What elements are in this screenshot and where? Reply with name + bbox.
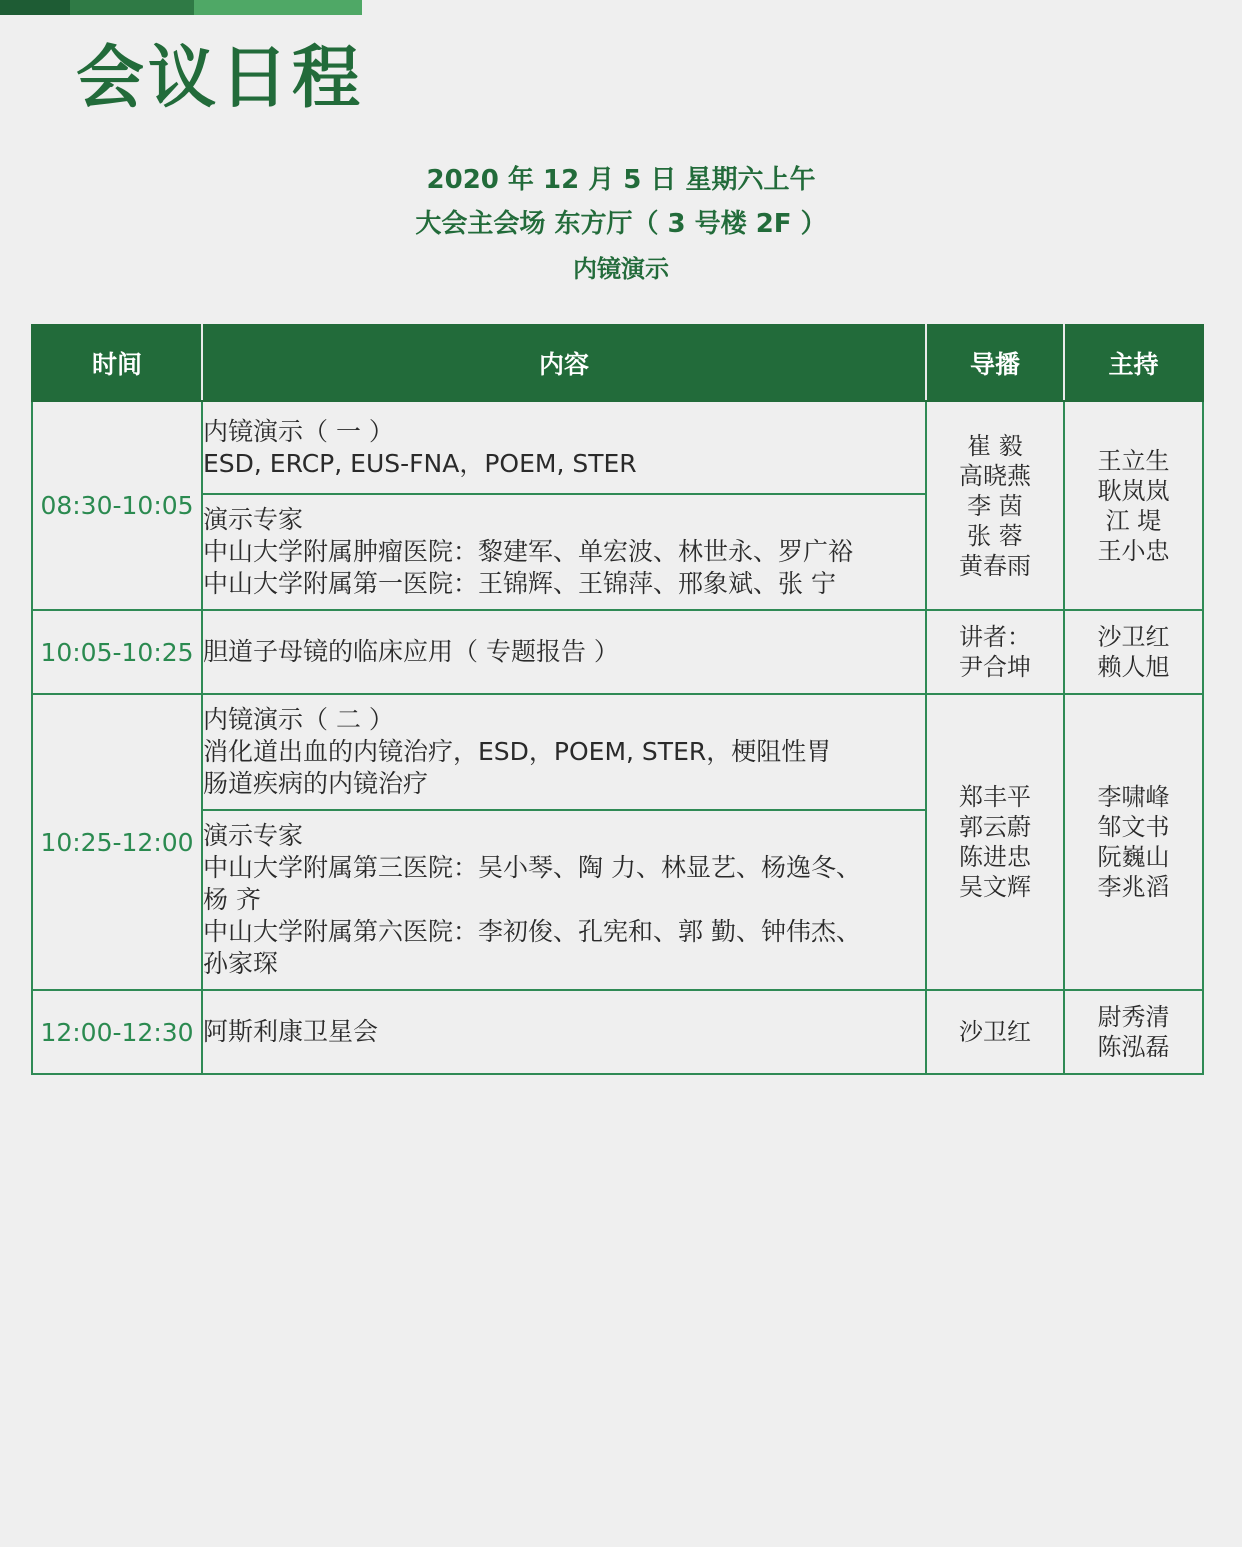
content-line: 中山大学附属肿瘤医院：黎建军、单宏波、林世永、罗广裕	[203, 537, 854, 566]
guide-name: 李 茵	[967, 491, 1023, 520]
host-cell	[1064, 694, 1203, 990]
top-bar-segment-light	[194, 0, 362, 15]
host-cell	[1064, 401, 1203, 610]
table-header-row	[32, 325, 1203, 401]
venue-line: 大会主会场 东方厅（ 3 号楼 2F ）	[415, 209, 827, 239]
content-line: 孙家琛	[203, 949, 279, 978]
guide-cell	[926, 694, 1064, 990]
host-name: 邹文书	[1097, 813, 1170, 841]
guide-name: 崔 毅	[967, 431, 1023, 460]
header-time: 时间	[32, 325, 202, 401]
content-cell	[202, 694, 926, 810]
content-line: 内镜演示（ 一 ）	[203, 416, 394, 446]
guide-cell	[926, 990, 1064, 1074]
host-name: 江 堤	[1105, 506, 1162, 535]
guide-name: 郭云蔚	[959, 813, 1031, 841]
content-line: 肠道疾病的内镜治疗	[203, 769, 429, 798]
host-name: 沙卫红	[1097, 623, 1170, 651]
host-name: 李兆滔	[1097, 873, 1170, 901]
content-cell	[202, 401, 926, 494]
host-name: 耿岚岚	[1097, 476, 1170, 505]
content-line: 消化道出血的内镜治疗，ESD，POEM, STER，梗阻性胃	[203, 737, 832, 766]
table-row	[32, 610, 1203, 694]
table-row	[32, 694, 1203, 810]
content-line: 阿斯利康卫星会	[203, 1017, 379, 1046]
content-line: 杨 齐	[203, 885, 261, 914]
content-line: 演示专家	[203, 821, 304, 850]
content-cell	[202, 610, 926, 694]
guide-name: 高晓燕	[959, 461, 1031, 490]
content-cell	[202, 810, 926, 990]
content-line: 演示专家	[203, 505, 304, 534]
host-name: 王小忠	[1097, 536, 1170, 565]
host-name: 阮巍山	[1097, 843, 1170, 871]
guide-name: 讲者：	[959, 623, 1031, 651]
agenda-table	[31, 324, 1204, 1075]
host-name: 陈泓磊	[1097, 1033, 1170, 1061]
host-cell	[1064, 610, 1203, 694]
time-cell: 10:25-12:00	[32, 694, 202, 990]
guide-name: 尹合坤	[959, 653, 1031, 681]
content-cell	[202, 990, 926, 1074]
content-line: 内镜演示（ 二 ）	[203, 705, 394, 734]
time-cell: 12:00-12:30	[32, 990, 202, 1074]
time-cell: 10:05-10:25	[32, 610, 202, 694]
guide-name: 沙卫红	[959, 1018, 1031, 1046]
guide-cell	[926, 610, 1064, 694]
guide-name: 黄春雨	[959, 551, 1031, 580]
host-name: 赖人旭	[1097, 653, 1170, 681]
top-bar-segment-dark	[0, 0, 70, 15]
time-cell: 08:30-10:05	[32, 401, 202, 610]
guide-name: 吴文辉	[959, 873, 1031, 901]
host-cell	[1064, 990, 1203, 1074]
top-bar-segment-mid	[70, 0, 194, 15]
table-row	[32, 401, 1203, 494]
content-cell	[202, 494, 926, 610]
session-line: 内镜演示	[573, 255, 669, 283]
guide-name: 陈进忠	[959, 843, 1031, 871]
header-content: 内容	[202, 325, 926, 401]
top-color-bar	[0, 0, 362, 15]
content-line: ESD, ERCP, EUS-FNA，POEM, STER	[203, 448, 637, 478]
host-name: 李啸峰	[1097, 783, 1170, 811]
guide-name: 郑丰平	[959, 783, 1031, 811]
content-line: 中山大学附属第一医院：王锦辉、王锦萍、邢象斌、张 宁	[203, 569, 836, 598]
guide-cell	[926, 401, 1064, 610]
date-line: 2020 年 12 月 5 日 星期六上午	[426, 165, 816, 195]
header-host: 主持	[1064, 325, 1203, 401]
content-line: 中山大学附属第六医院：李初俊、孔宪和、郭 勤、钟伟杰、	[203, 917, 861, 946]
content-line: 胆道子母镜的临床应用（ 专题报告 ）	[203, 637, 619, 666]
page-title: 会议日程	[76, 39, 365, 118]
table-row	[32, 990, 1203, 1074]
guide-name: 张 蓉	[967, 521, 1023, 550]
header-guide: 导播	[926, 325, 1064, 401]
host-name: 王立生	[1097, 446, 1170, 475]
content-line: 中山大学附属第三医院：吴小琴、陶 力、林显艺、杨逸冬、	[203, 853, 861, 882]
host-name: 尉秀清	[1097, 1003, 1170, 1031]
